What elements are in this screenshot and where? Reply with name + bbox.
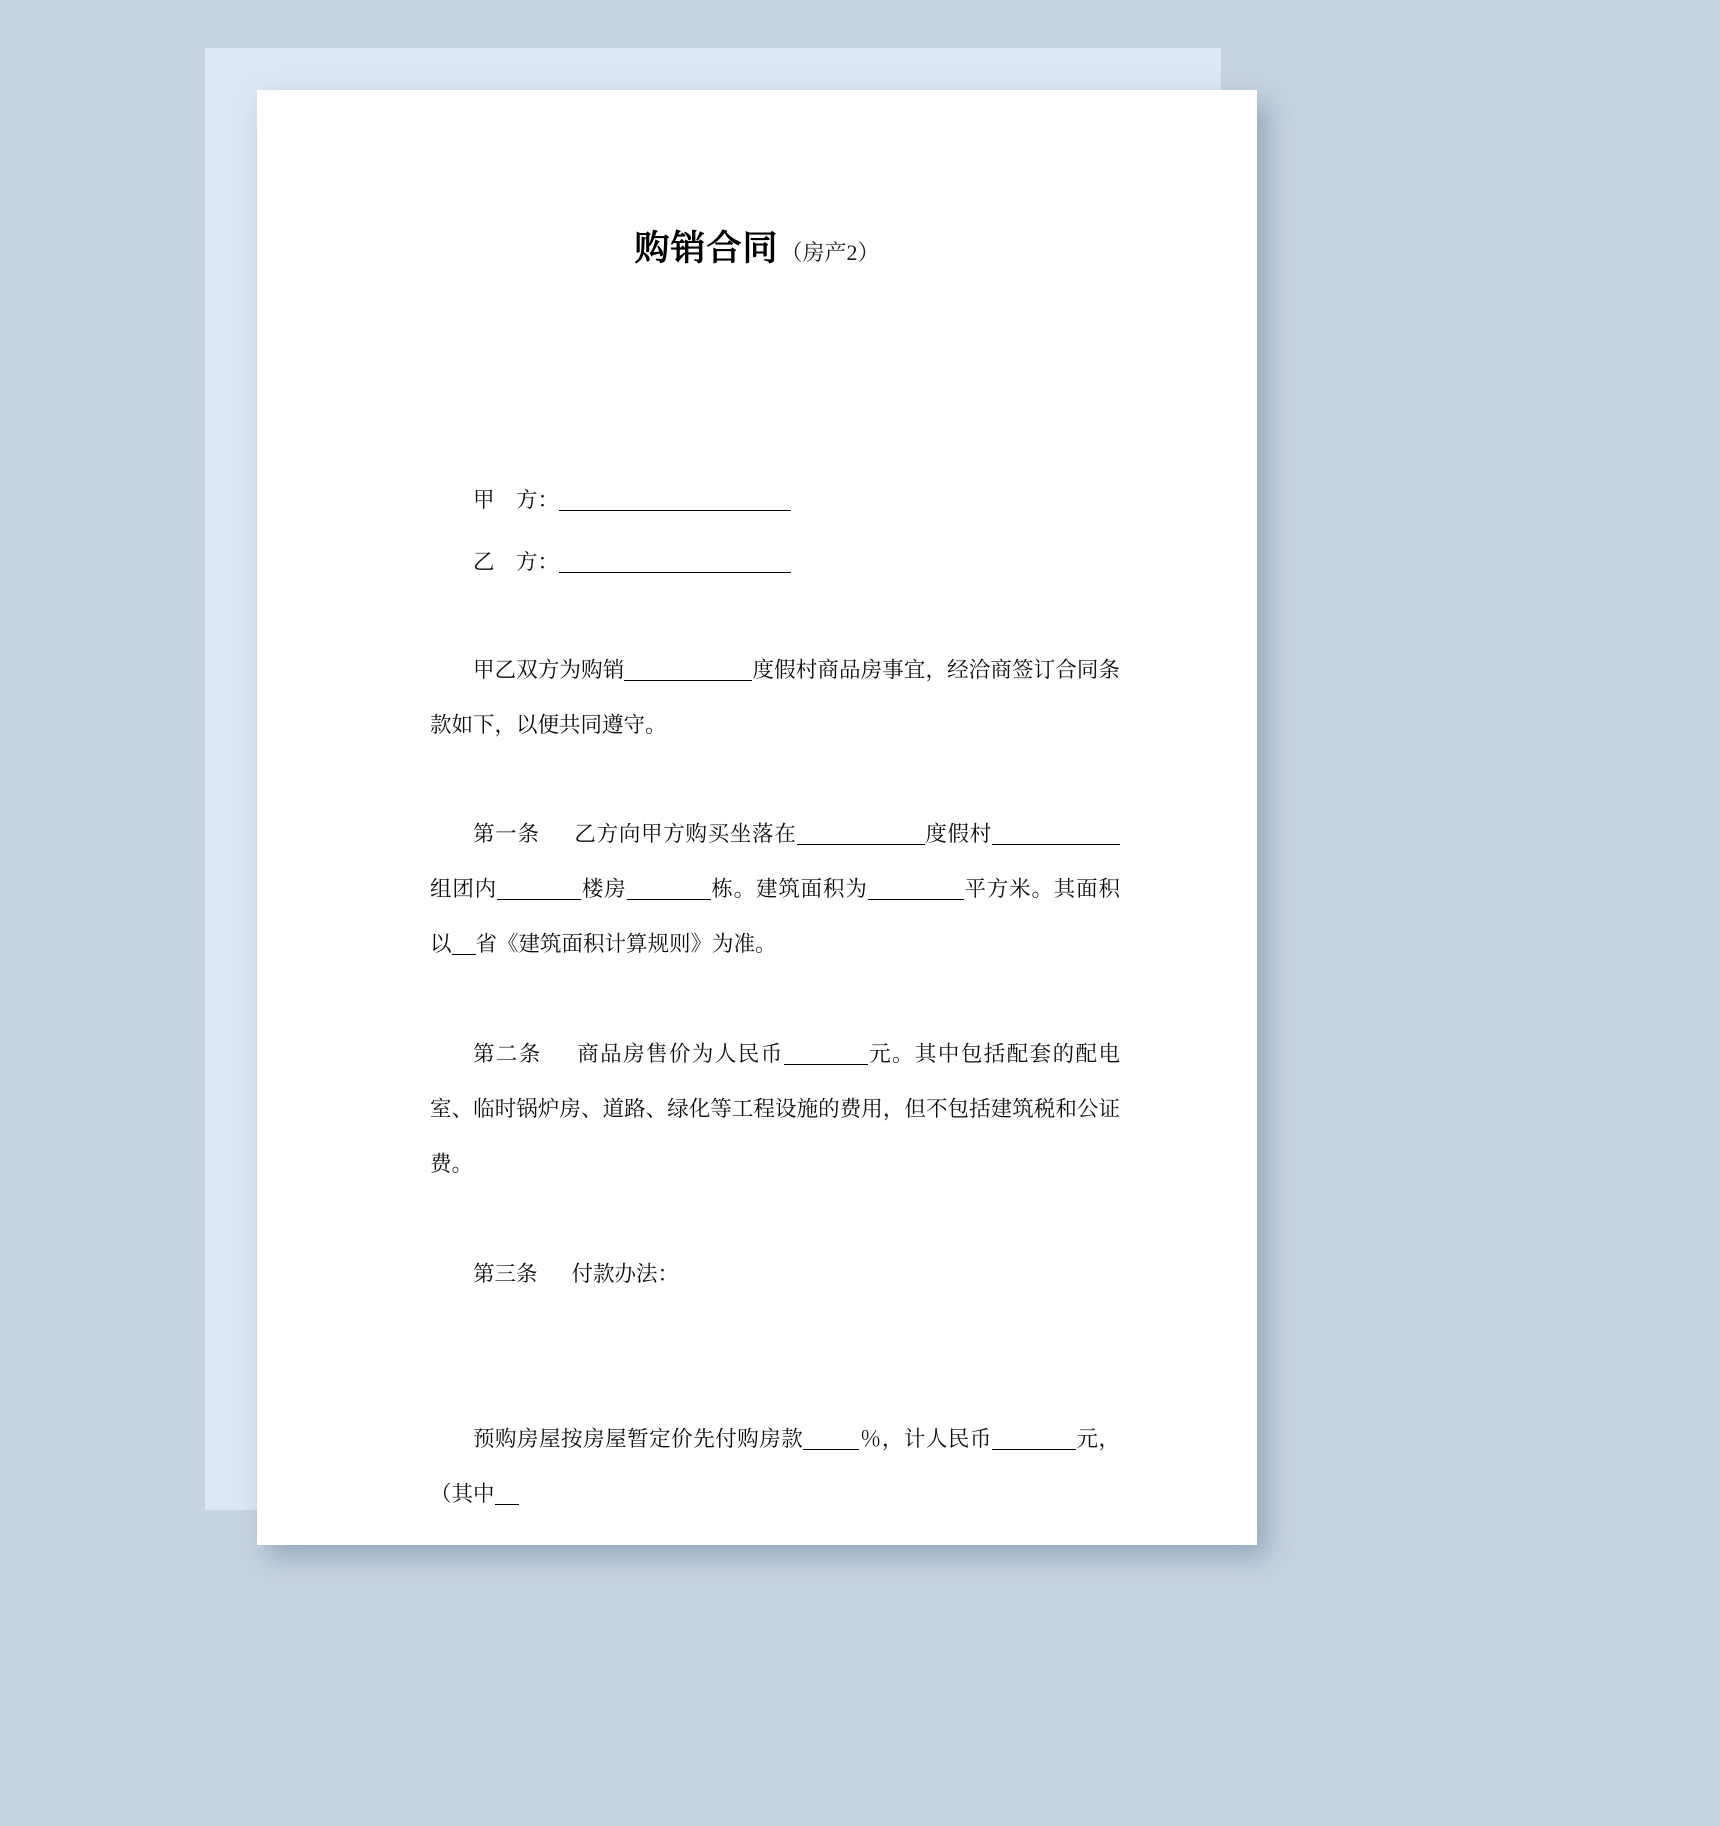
party-blank-yi[interactable]: [559, 552, 791, 573]
article-1-paragraph: [430, 807, 1120, 972]
article-1-t4: 楼房: [581, 877, 627, 901]
spacer-article-2: [430, 972, 1120, 1027]
article-1-t1: 乙方向甲方购买坐落在: [573, 822, 797, 846]
article-2-blank-1[interactable]: [784, 1044, 868, 1065]
preamble-text-2: 度假村商品房事宜，经洽商签订合同条款如下，以便共同遵守。: [430, 658, 1120, 737]
spacer-parties: [430, 528, 1120, 535]
article-1-blank-5[interactable]: [868, 879, 964, 900]
article-1-t6: 平方米。其面积以: [430, 877, 1120, 956]
document-body: [430, 90, 1120, 1522]
article-2-t1: 商品房售价为人民币: [575, 1042, 784, 1066]
spacer-article-3: [430, 1192, 1120, 1247]
spacer-article-3-sub: [430, 1302, 1120, 1412]
article-1-t2: 度假村: [924, 822, 992, 846]
preamble-paragraph: [430, 643, 1120, 753]
article-1-t7: 省《建筑面积计算规则》为准。: [475, 932, 777, 956]
party-blank-jia[interactable]: [559, 490, 791, 511]
party-line-yi: [430, 535, 1120, 590]
article-2-number: 第二条: [473, 1042, 542, 1066]
article-3-paragraph: [430, 1247, 1120, 1302]
article-3-blank-1[interactable]: [803, 1429, 859, 1450]
party-label-jia: 甲 方：: [473, 488, 560, 512]
article-1-blank-1[interactable]: [797, 824, 925, 845]
party-line-jia: [430, 473, 1120, 528]
preamble-blank[interactable]: [624, 660, 752, 681]
article-3-blank-2[interactable]: [992, 1429, 1076, 1450]
spacer-preamble: [430, 590, 1120, 643]
article-3-number: 第三条: [473, 1262, 538, 1286]
document-page: [257, 90, 1257, 1545]
article-3-sub-paragraph: [430, 1412, 1120, 1522]
article-1-blank-4[interactable]: [627, 879, 711, 900]
preamble-text-1: 甲乙双方为购销: [473, 658, 625, 682]
party-label-yi: 乙 方：: [473, 550, 560, 574]
article-2-paragraph: [430, 1027, 1120, 1192]
page-title-sub: （房产2）: [780, 240, 880, 265]
article-3-sub-2: ％，计人民币: [859, 1427, 992, 1451]
article-3-sub-1: 预购房屋按房屋暂定价先付购房款: [473, 1427, 804, 1451]
article-1-blank-2[interactable]: [992, 824, 1120, 845]
spacer-article-1: [430, 753, 1120, 807]
article-1-t3: 组团内: [430, 877, 497, 901]
page-title-main: 购销合同: [634, 229, 779, 269]
article-1-blank-3[interactable]: [497, 879, 581, 900]
article-2-t2: 元。其中包括配套的配电室、临时锅炉房、道路、绿化等工程设施的费用，但不包括建筑税和公证费。: [430, 1042, 1120, 1176]
article-3-blank-3[interactable]: [495, 1484, 519, 1505]
article-1-number: 第一条: [473, 822, 540, 846]
article-1-t5: 栋。建筑面积为: [710, 877, 868, 901]
article-3-sub-3: 元，（其中: [430, 1427, 1120, 1506]
article-3-t1: 付款办法：: [571, 1262, 680, 1286]
spacer-title: [430, 90, 1120, 473]
article-1-blank-6[interactable]: [452, 934, 476, 955]
